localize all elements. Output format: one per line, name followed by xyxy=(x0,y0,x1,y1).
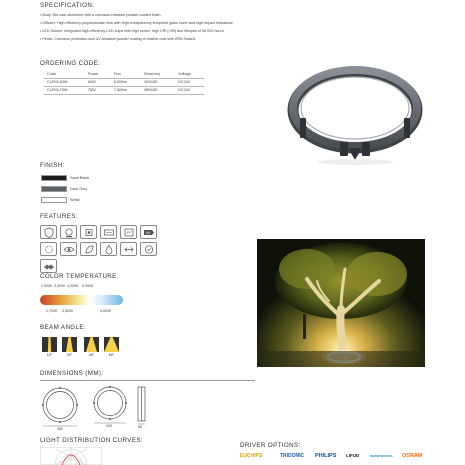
ordering-title: ORDERING CODE: xyxy=(40,60,101,67)
cct-label: 4,000K xyxy=(67,284,79,288)
spec-line-led: • LED Source: Integrated high-efficiency LED chips with high lumen, high CRI (>90) and lifespan of 50,000 hours. xyxy=(40,29,225,34)
table-cell: CLROL60W xyxy=(44,78,85,86)
swatch xyxy=(41,186,67,192)
installation-photo xyxy=(257,239,425,367)
cct-label: 4,500K xyxy=(100,309,112,313)
dimensions-divider xyxy=(40,380,255,381)
logo-philips: PHILIPS xyxy=(315,453,337,459)
beam-30-icon xyxy=(62,337,77,352)
beam-45-icon xyxy=(84,337,99,352)
light-distribution-title: LIGHT DISTRIBUTION CURVES: xyxy=(40,437,143,444)
logo-tridonic: TRIDONIC xyxy=(280,453,305,459)
table-cell: 7,500lm xyxy=(111,86,141,94)
finish-list xyxy=(41,173,89,204)
table-cell: DC24V xyxy=(175,78,204,86)
logo-osram: OSRAM xyxy=(402,453,423,459)
features-grid xyxy=(40,225,160,273)
cct-label: 3,500K xyxy=(62,309,74,313)
table-cell: 420X85 xyxy=(141,78,175,86)
spec-line-diffuser: • Diffuser: High efficiency polycarbonate lens with High-transparency tempered glass cover and high impact resistance. xyxy=(40,21,234,26)
eye-icon xyxy=(60,242,77,256)
handshake-icon xyxy=(40,259,57,273)
color-temperature-title: COLOR TEMPERATURE: xyxy=(40,273,119,280)
dimensions-title: DIMENSIONS (MM): xyxy=(40,370,104,377)
cct-label: 3,000K xyxy=(54,284,66,288)
ordering-header: Flux xyxy=(113,71,121,76)
driver-icon xyxy=(100,225,117,239)
warranty-icon xyxy=(140,242,157,256)
table-cell: 75W xyxy=(85,86,111,94)
ordering-header: Code xyxy=(47,71,57,76)
features-title: FEATURES: xyxy=(40,213,78,220)
beam-label: 30° xyxy=(66,353,73,357)
dimension-label-diameter-small: 420 xyxy=(106,424,112,428)
swatch xyxy=(41,175,67,181)
spec-line-body: • Body: Die-cast aluminum with a corrosion-resistant powder-coated finish. xyxy=(40,13,162,17)
logo-inventronics: INVENTRONICS xyxy=(370,454,393,458)
finish-label: Sand Black xyxy=(70,175,90,180)
table-cell: 490X85 xyxy=(141,86,175,94)
spec-line-finish: • Finish: Corrosion protection and UV-resistant powder coating or marine coat with IP66 Sealed. xyxy=(40,37,197,42)
arrows-icon xyxy=(120,242,137,256)
cct-label: 5,000K xyxy=(82,284,94,288)
beam-angle-title: BEAM ANGLE: xyxy=(40,324,87,331)
ordering-table xyxy=(44,70,204,95)
rating-icon xyxy=(120,225,137,239)
svg-text:A+: A+ xyxy=(146,230,152,235)
beam-label: 15° xyxy=(46,353,53,357)
table-cell: DC24V xyxy=(175,86,204,94)
beam-15-icon xyxy=(42,337,57,352)
ordering-header: Voltage xyxy=(178,71,191,76)
beam-label: 60° xyxy=(108,353,115,357)
cct-label: 2,700K xyxy=(46,309,58,313)
a-plus-icon xyxy=(140,225,157,239)
dimension-label-height: 85 xyxy=(138,425,142,429)
beam-60-icon xyxy=(104,337,119,352)
ordering-header: Size(mm) xyxy=(143,71,161,76)
table-row xyxy=(44,78,204,86)
ordering-header-row xyxy=(44,70,204,78)
table-cell: 6,000lm xyxy=(111,78,141,86)
cct-gradient-bar xyxy=(40,295,123,305)
chip-icon xyxy=(80,225,97,239)
driver-logos xyxy=(240,451,430,463)
ordering-header: Power xyxy=(87,71,99,76)
spec-list xyxy=(40,11,234,43)
tools-icon xyxy=(60,225,77,239)
polar-curve-chart xyxy=(40,447,102,465)
dimension-label-diameter-large: 490 xyxy=(57,427,63,431)
dimension-drawing xyxy=(38,384,163,432)
table-cell: 60W xyxy=(85,78,111,86)
product-ring-image xyxy=(280,58,430,168)
driver-options-title: DRIVER OPTIONS: xyxy=(240,442,301,449)
finish-label: White xyxy=(70,197,80,202)
shield-icon xyxy=(40,225,57,239)
spec-title: SPECIFICATION: xyxy=(40,2,95,9)
thermal-icon xyxy=(40,242,57,256)
finish-label: Dark Grey xyxy=(70,186,88,191)
finish-item-white xyxy=(41,195,89,204)
finish-title: FINISH: xyxy=(40,162,65,169)
logo-euchips: EUCHIPS xyxy=(240,453,263,459)
table-cell: CLROL75W xyxy=(44,86,85,94)
finish-item-sand-black xyxy=(41,173,89,182)
cct-label: 2,000K xyxy=(41,284,53,288)
swatch xyxy=(41,197,67,203)
finish-item-dark-grey xyxy=(41,184,89,193)
leaf-icon xyxy=(80,242,97,256)
beam-label: 45° xyxy=(88,353,95,357)
table-row xyxy=(44,86,204,94)
waterproof-icon xyxy=(100,242,117,256)
logo-lifud: LIFUD xyxy=(346,453,360,458)
